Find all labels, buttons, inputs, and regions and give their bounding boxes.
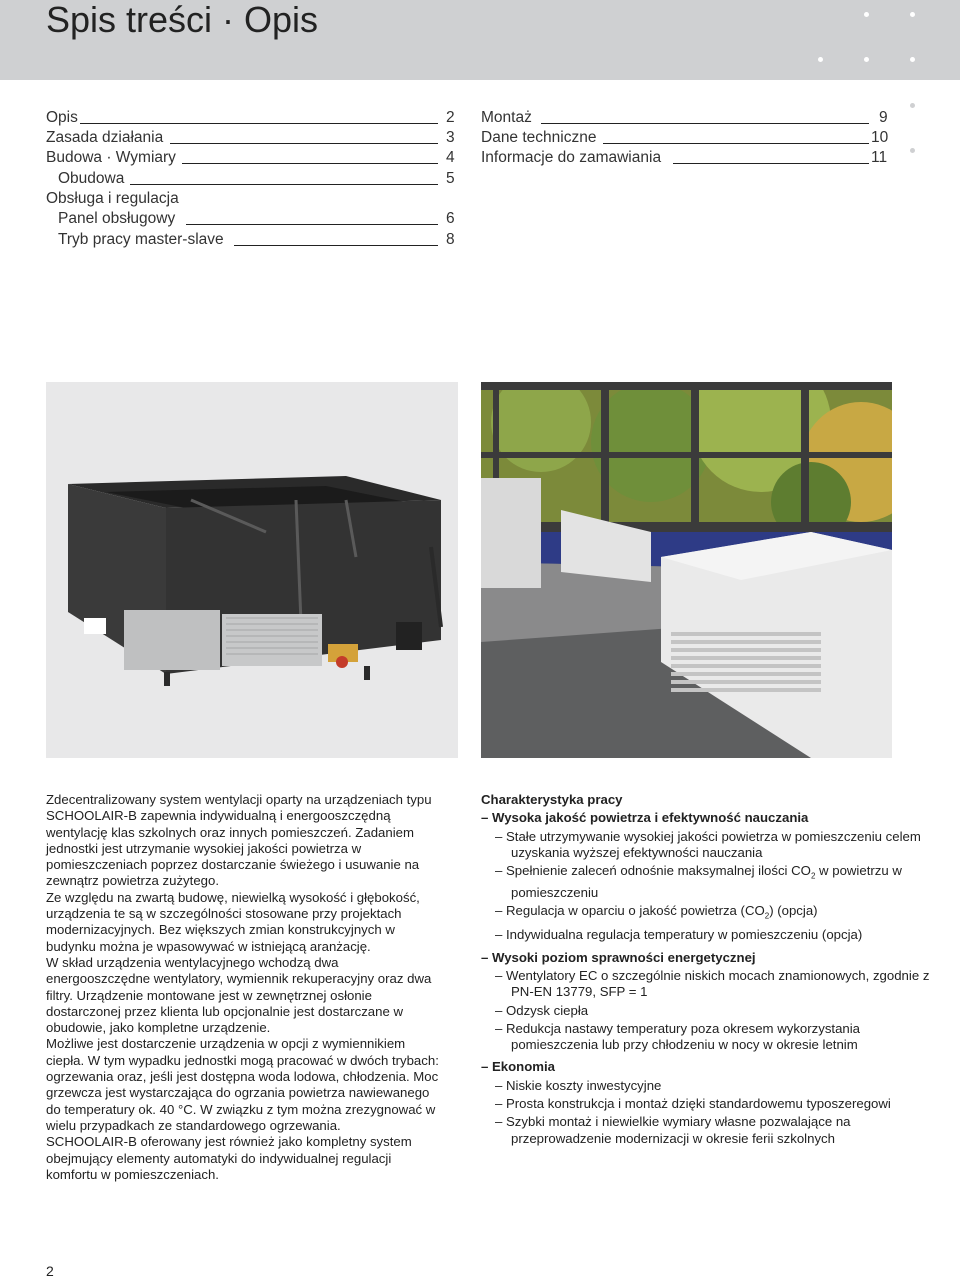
toc-item[interactable]: Dane techniczne 10 <box>481 129 889 146</box>
page-number: 2 <box>46 1263 54 1279</box>
leader-line <box>234 245 438 246</box>
toc-item[interactable]: Zasada działania 3 <box>46 129 455 146</box>
description-paragraph: Zdecentralizowany system wentylacji oparty na urządzeniach typu SCHOOLAIR-B zapewnia indywidualną i energooszczędną wentylację klas szkolnych oraz innych pomieszczeń. Zadaniem jednostki jest utrzymanie wysokiej jakości powietrza w pomieszczeniach poprzez dostarczanie świeżego i usuwanie na zewnątrz powietrza zużytego. <box>46 792 432 889</box>
feature-section-title: – Wysoka jakość powietrza i efektywność nauczania <box>481 810 809 826</box>
description-paragraph: Ze względu na zwartą budowę, niewielką wysokość i głębokość, urządzenia te są w szczególności stosowane przy projektach modernizacyjnych. Bez większych zmian konstrukcyjnych w budynku można je wpasowywać w istniejącą aranżację. <box>46 889 420 954</box>
leader-line <box>80 123 438 124</box>
toc-item[interactable]: Montaż 9 <box>481 109 888 126</box>
feature-section-title: – Ekonomia <box>481 1059 556 1075</box>
unit-illustration <box>46 382 458 758</box>
leader-line <box>673 163 869 164</box>
feature-item: – Prosta konstrukcja i montaż dzięki standardowemu typoszeregowi <box>495 1096 891 1112</box>
header-bar <box>0 0 960 80</box>
toc-item[interactable]: Budowa · Wymiary 4 <box>46 149 455 166</box>
leader-line <box>182 163 438 164</box>
description-paragraph: SCHOOLAIR-B oferowany jest również jako kompletny system obejmujący elementy automatyki do indywidualnej regulacji komfortu w pomieszczeniach. <box>46 1134 412 1182</box>
toc-item[interactable]: Obudowa 5 <box>58 170 455 187</box>
decor-dot <box>864 57 869 62</box>
description-paragraph: Możliwe jest dostarczenie urządzenia w opcji z wymiennikiem ciepła. W tym wypadku jednostki mogą pracować w dwóch trybach: ogrzewania oraz, jeśli jest dostępna woda lodowa, chłodzenia. Moc grzewcza jest wystarczająca do ogrzania powietrza nawiewanego do temperatury ok. 40 °C. W związku z tym można zrezygnować w wielu przypadkach ze standardowego ogrzewania. <box>46 1036 439 1133</box>
feature-item: – Indywidualna regulacja temperatury w pomieszczeniu (opcja) <box>495 927 863 943</box>
toc-item[interactable]: Tryb pracy master-slave 8 <box>58 231 455 248</box>
leader-line <box>541 123 869 124</box>
feature-item: – Odzysk ciepła <box>495 1002 589 1018</box>
feature-section-title: – Wysoki poziom sprawności energetycznej <box>481 949 756 965</box>
description-text <box>46 792 446 1183</box>
toc-item[interactable]: Opis 2 <box>46 109 455 126</box>
features-heading: Charakterystyka pracy <box>481 792 623 807</box>
feature-item: – Regulacja w oparciu o jakość powietrza $(CO_2)$ (opcja) <box>495 903 818 922</box>
features-list <box>481 792 931 1147</box>
leader-line <box>130 184 438 185</box>
ventilation-unit-icon <box>46 382 458 758</box>
feature-item: – Redukcja nastawy temperatury poza okresem wykorzystania pomieszczenia lub przy chłodzeniu w nocy w okresie letnim <box>495 1020 861 1053</box>
decor-dot <box>818 57 823 62</box>
feature-item: – Niskie koszty inwestycyjne <box>495 1077 662 1093</box>
page-title: Spis treści · Opis <box>46 0 319 40</box>
description-paragraph: W skład urządzenia wentylacyjnego wchodzą dwa energooszczędne wentylatory, wymiennik rekuperacyjny oraz dwa filtry. Urządzenie montowane jest w zewnętrznej osłonie dostarczonej przez klienta lub opcjonalnie jest dostarczane w obudowie, jako kompletne urządzenie. <box>46 954 432 1036</box>
leader-line <box>170 143 438 144</box>
leader-line <box>603 143 869 144</box>
toc-item[interactable]: Panel obsługowy 6 <box>58 210 455 227</box>
decor-dot <box>910 57 915 62</box>
decor-dot <box>864 12 869 17</box>
toc-item[interactable]: Informacje do zamawiania 11 <box>481 149 888 166</box>
toc-item[interactable]: Obsługa i regulacja <box>46 190 179 207</box>
feature-item: – Szybki montaż i niewielkie wymiary własne pozwalające na przeprowadzenie modernizacji w okresie ferii szkolnych <box>495 1114 851 1146</box>
decor-dot <box>910 148 915 153</box>
leader-line <box>186 224 438 225</box>
classroom-photo <box>481 382 892 758</box>
decor-dot <box>910 12 915 17</box>
feature-item: – Spełnienie zaleceń odnośnie maksymalnej ilości $CO_2$ w powietrzu w pomieszczeniu <box>495 863 902 901</box>
feature-item: – Wentylatory EC o szczególnie niskich mocach znamionowych, zgodnie z PN-EN 13779, SFP = 1 <box>495 967 930 1000</box>
decor-dot <box>910 103 915 108</box>
photo-image-icon <box>481 382 892 758</box>
feature-item: – Stałe utrzymywanie wysokiej jakości powietrza w pomieszczeniu celem uzyskania wyższej efektywności nauczania <box>495 828 921 860</box>
